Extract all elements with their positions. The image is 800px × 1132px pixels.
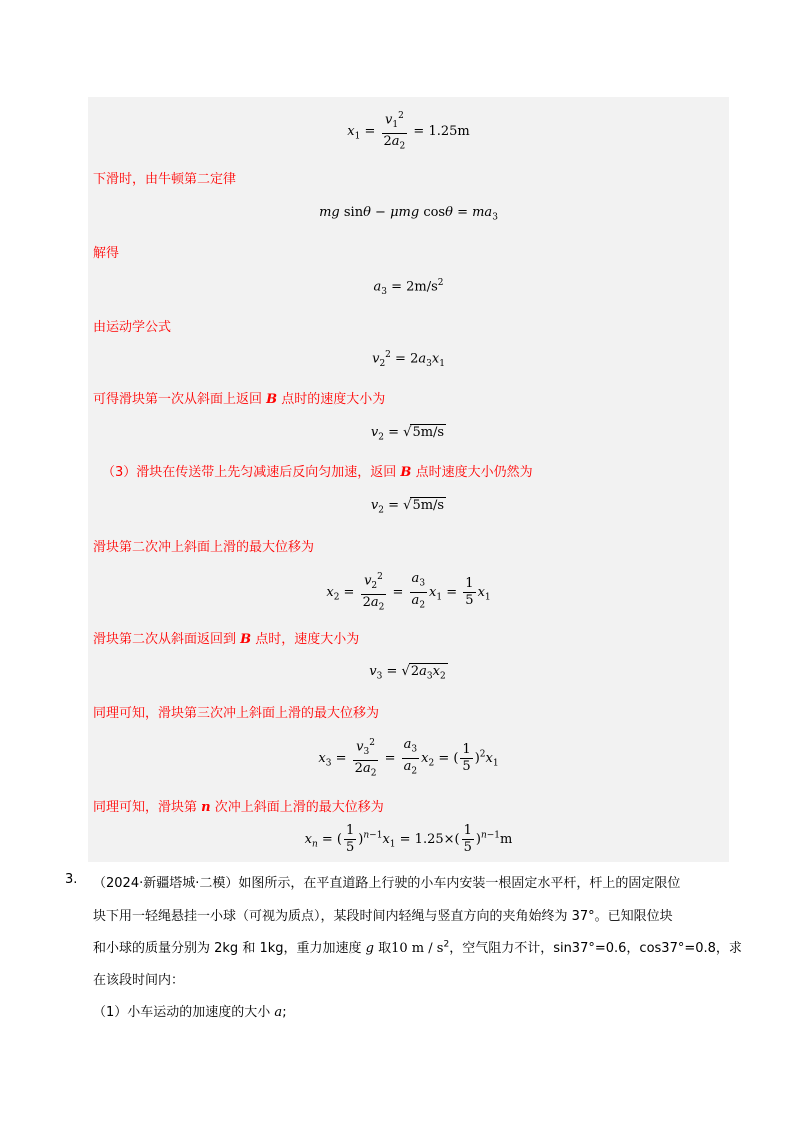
text-line: 解得 [93,246,120,261]
equation-v2-repeat: $v_2 = √5m/s$ [370,498,445,516]
problem-number: 3. [65,872,78,887]
text-line: （3）滑块在传送带上先匀减速后反向匀加速，返回 B 点时速度大小仍然为 [102,465,533,480]
problem-line: 和小球的质量分别为 2kg 和 1kg，重力加速度 g 取10 m / $s^2$，空气阻力不计，sin37°=0.6，cos37°=0.8，求 [93,939,742,956]
equation-v2: $v_2 = √5m/s$ [370,425,445,443]
equation-x1: $x_1$ = $\frac{v_1^2}{2a_2}$ = 1.25m [88,108,729,155]
text-line: 同理可知，滑块第 n 次冲上斜面上滑的最大位移为 [93,800,384,815]
problem-line: 在该段时间内： [93,973,185,988]
text-line: 同理可知，滑块第三次冲上斜面上滑的最大位移为 [93,706,380,721]
equation-x3: $x_3$ = $\frac{v_3^2}{2a_2}$ = $\frac{a_3}{a_2}$ $x_2$ = ( $\frac{1}{5}$ )$^2x_1$ [88,735,729,782]
equation-newton: mg sinθ − μmg $\cos\theta = ma_3$ [319,205,498,223]
equation-a3: $a_3 = 2m/s^2$ [373,278,444,297]
equation-xn: $x_n$ = ( $\frac{1}{5}$ )$^{n-1}x_1 = 1.25\times$( $\frac{1}{5}$ )$^{n-1}$m [304,823,513,855]
text-line: 由运动学公式 [93,320,172,335]
equation-x2: $x_2$ = $\frac{v_2^2}{2a_2}$ = $\frac{a_3}{a_2}$ $x_1$ = $\frac{1}{5}$ $x_1$ [88,569,729,616]
text-line: 滑块第二次冲上斜面上滑的最大位移为 [93,540,315,555]
equation-kinematics: $v_2^2 = 2a_3x_1$ [372,350,445,369]
problem-line: 块下用一轻绳悬挂一小球（可视为质点），某段时间内轻绳与竖直方向的夹角始终为 37°。已知限位块 [93,909,673,924]
text-line: 可得滑块第一次从斜面上返回 B 点时的速度大小为 [93,392,386,407]
text-line: 下滑时，由牛顿第二定律 [93,172,237,187]
problem-line: （2024·新疆塔城·二模）如图所示，在平直道路上行驶的小车内安装一根固定水平杆，杆上的固定限位 [93,876,681,891]
text-line: 滑块第二次从斜面返回到 B 点时，速度大小为 [93,632,360,647]
question-1: （1）小车运动的加速度的大小 a; [93,1005,287,1020]
equation-v3: $v_3 = √2a_3x_2$ [369,664,446,682]
